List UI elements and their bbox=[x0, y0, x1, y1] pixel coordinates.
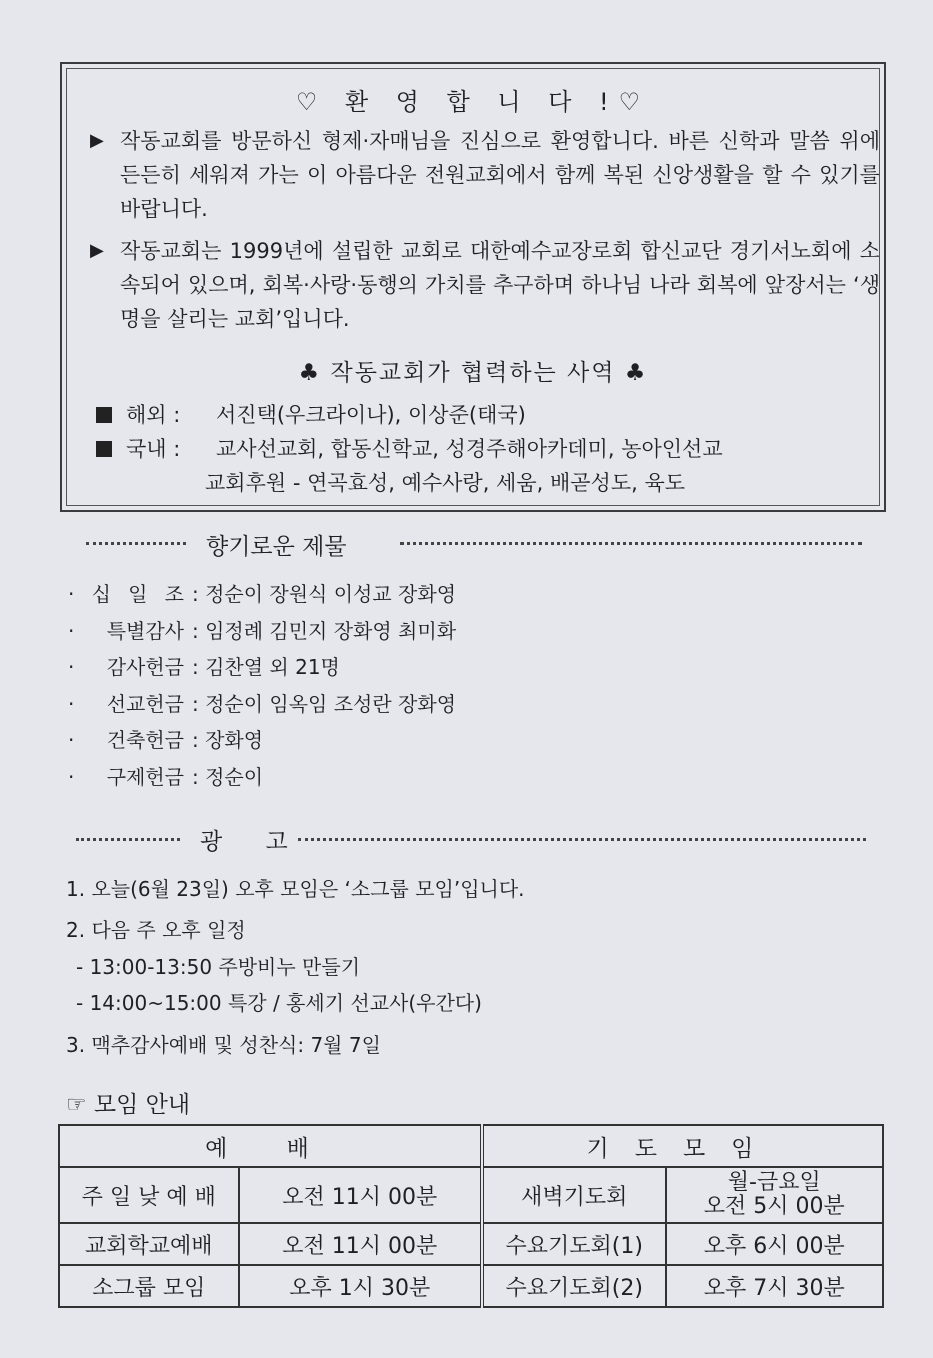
worship-time: 오전 11시 00분 bbox=[239, 1223, 482, 1265]
offering-row: · 감사헌금 : 김찬열 외 21명 bbox=[68, 655, 340, 679]
mission-title: ♣ 작동교회가 협력하는 사역 ♣ bbox=[298, 360, 648, 386]
welcome-title: ♡ 환 영 합 니 다 !♡ bbox=[295, 88, 651, 116]
meetings-title: ☞ 모임 안내 bbox=[66, 1092, 191, 1118]
notice-item: 1. 오늘(6월 23일) 오후 모임은 ‘소그룹 모임’입니다. bbox=[66, 877, 525, 901]
square-bullet-icon bbox=[96, 407, 112, 423]
meeting-schedule-table bbox=[58, 1124, 884, 1308]
welcome-paragraph-2: ▶ 작동교회는 1999년에 설립한 교회로 대한예수교장로회 합신교단 경기서노회에 소속되어 있으며, 회복·사랑·동행의 가치를 추구하며 하나님 나라 회복에 앞장서는 ‘생명을 살리는 교회’입니다. bbox=[90, 234, 880, 336]
welcome-box bbox=[60, 62, 886, 512]
triangle-bullet-icon: ▶ bbox=[90, 130, 104, 151]
notice-item: - 13:00-13:50 주방비누 만들기 bbox=[76, 955, 361, 979]
offering-title: 향기로운 제물 bbox=[206, 534, 347, 560]
offering-row: · 구제헌금 : 정순이 bbox=[68, 765, 264, 789]
mission-overseas: 해외 : 서진택(우크라이나), 이상준(태국) bbox=[96, 398, 526, 432]
triangle-bullet-icon: ▶ bbox=[90, 240, 104, 261]
prayer-time: 오후 6시 00분 bbox=[666, 1223, 884, 1265]
prayer-time: 오후 7시 30분 bbox=[666, 1265, 884, 1307]
prayer-name: 새벽기도회 bbox=[482, 1167, 666, 1223]
offering-row: · 특별감사 : 임정례 김민지 장화영 최미화 bbox=[68, 619, 457, 643]
mission-domestic: 국내 : 교사선교회, 합동신학교, 성경주해아카데미, 농아인선교 bbox=[96, 432, 723, 466]
worship-name: 주 일 낮 예 배 bbox=[59, 1167, 239, 1223]
divider-dots bbox=[86, 542, 186, 545]
notice-item: - 14:00~15:00 특강 / 홍세기 선교사(우간다) bbox=[76, 991, 482, 1015]
prayer-time: 월-금요일 오전 5시 00분 bbox=[666, 1167, 884, 1223]
prayer-name: 수요기도회(1) bbox=[482, 1223, 666, 1265]
notice-item: 2. 다음 주 오후 일정 bbox=[66, 918, 246, 942]
divider-dots bbox=[298, 838, 866, 841]
welcome-paragraph-1: ▶ 작동교회를 방문하신 형제·자매님을 진심으로 환영합니다. 바른 신학과 말씀 위에 든든히 세워져 가는 이 아름다운 전원교회에서 함께 복된 신앙생활을 할 수 있기를 바랍니다. bbox=[90, 124, 880, 226]
offering-row: · 건축헌금 : 장화영 bbox=[68, 728, 264, 752]
divider-dots bbox=[76, 838, 180, 841]
prayer-header: 기도모임 bbox=[482, 1125, 883, 1167]
notice-item: 3. 맥추감사예배 및 성찬식: 7월 7일 bbox=[66, 1033, 381, 1057]
worship-name: 소그룹 모임 bbox=[59, 1265, 239, 1307]
worship-time: 오전 11시 00분 bbox=[239, 1167, 482, 1223]
square-bullet-icon bbox=[96, 441, 112, 457]
offering-row: · 십 일 조 : 정순이 장원식 이성교 장화영 bbox=[68, 582, 457, 606]
worship-name: 교회학교예배 bbox=[59, 1223, 239, 1265]
divider-dots bbox=[400, 542, 862, 545]
notices-title: 광 고 bbox=[200, 829, 306, 855]
worship-time: 오후 1시 30분 bbox=[239, 1265, 482, 1307]
mission-domestic-support: 교회후원 - 연곡효성, 예수사랑, 세움, 배곧성도, 육도 bbox=[205, 471, 686, 495]
offering-row: · 선교헌금 : 정순이 임옥임 조성란 장화영 bbox=[68, 692, 457, 716]
prayer-name: 수요기도회(2) bbox=[482, 1265, 666, 1307]
worship-header: 예 배 bbox=[59, 1125, 482, 1167]
